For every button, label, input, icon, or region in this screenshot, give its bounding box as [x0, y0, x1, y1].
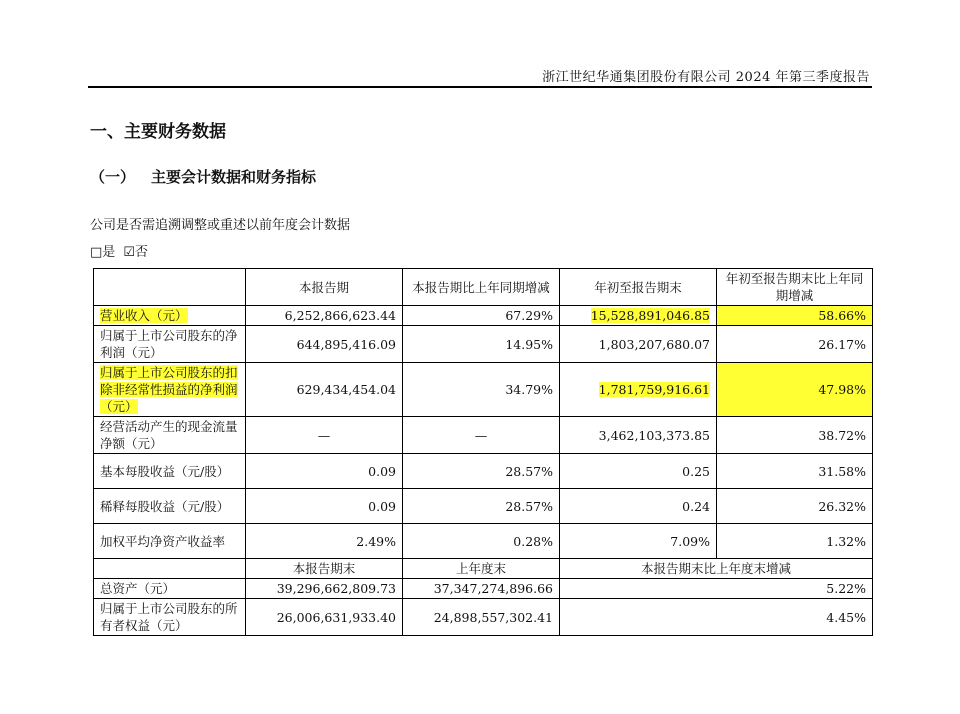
row-label: 归属于上市公司股东的扣除非经常性损益的净利润（元） — [100, 365, 238, 414]
table-row — [94, 417, 873, 454]
table-cell: 26.17% — [717, 326, 873, 363]
table-row — [94, 524, 873, 559]
header-cell-blank — [94, 559, 246, 579]
row-label: 经营活动产生的现金流量净额（元） — [94, 417, 246, 454]
table-row — [94, 579, 873, 599]
report-header-title: 浙江世纪华通集团股份有限公司 2024 年第三季度报告 — [542, 70, 870, 85]
table-cell: 26,006,631,933.40 — [246, 599, 403, 636]
row-label: 营业收入（元） — [100, 308, 188, 323]
table-cell: 0.09 — [246, 454, 403, 489]
table-cell: 4.45% — [560, 599, 873, 636]
yes-checkbox[interactable]: □ — [90, 245, 103, 260]
table-cell: — — [403, 417, 560, 454]
table-row — [94, 489, 873, 524]
header-cell-current-period: 本报告期 — [246, 269, 403, 306]
yes-label: 是 — [102, 245, 116, 260]
table-cell: 6,252,866,623.44 — [246, 306, 403, 326]
header-rule — [88, 86, 872, 88]
table-row — [94, 326, 873, 363]
table-cell: 3,462,103,373.85 — [560, 417, 717, 454]
table-cell: 39,296,662,809.73 — [246, 579, 403, 599]
table-cell: 5.22% — [560, 579, 873, 599]
table-cell: 67.29% — [403, 306, 560, 326]
row-label: 归属于上市公司股东的所有者权益（元） — [94, 599, 246, 636]
no-checkbox-checked[interactable]: ☑ — [123, 245, 135, 260]
table-row — [94, 363, 873, 417]
table-cell: 31.58% — [717, 454, 873, 489]
header-cell-ytd: 年初至报告期末 — [560, 269, 717, 306]
row-label: 归属于上市公司股东的净利润（元） — [94, 326, 246, 363]
restatement-question: 公司是否需追溯调整或重述以前年度会计数据 — [90, 218, 351, 233]
table-cell: 0.28% — [403, 524, 560, 559]
table-row — [94, 599, 873, 636]
table-cell: 38.72% — [717, 417, 873, 454]
table-row — [94, 306, 873, 326]
table-cell: 7.09% — [560, 524, 717, 559]
table-cell: 34.79% — [403, 363, 560, 417]
header-cell-ytd-yoy: 年初至报告期末比上年同期增减 — [717, 269, 873, 306]
table-cell: 28.57% — [403, 454, 560, 489]
table-cell: 14.95% — [403, 326, 560, 363]
section-title: 一、主要财务数据 — [90, 122, 226, 142]
financial-data-table — [93, 268, 873, 636]
header-cell-change-vs-prior-year-end: 本报告期末比上年度末增减 — [560, 559, 873, 579]
subsection-text: 主要会计数据和财务指标 — [151, 168, 317, 186]
subsection-prefix: （一） — [90, 168, 136, 186]
table-cell: 0.24 — [560, 489, 717, 524]
table-header-row — [94, 269, 873, 306]
header-cell-period-end: 本报告期末 — [246, 559, 403, 579]
table-subheader-row — [94, 559, 873, 579]
header-cell-prior-year-end: 上年度末 — [403, 559, 560, 579]
row-label: 加权平均净资产收益率 — [94, 524, 246, 559]
row-label: 稀释每股收益（元/股） — [94, 489, 246, 524]
table-cell: 629,434,454.04 — [246, 363, 403, 417]
table-cell: 26.32% — [717, 489, 873, 524]
table-cell-highlighted: 1,781,759,916.61 — [598, 382, 710, 397]
table-cell: 644,895,416.09 — [246, 326, 403, 363]
header-cell-blank — [94, 269, 246, 306]
table-cell: 37,347,274,896.66 — [403, 579, 560, 599]
table-cell-highlighted: 58.66% — [717, 306, 873, 326]
subsection-title — [90, 166, 316, 187]
table-cell: 1.32% — [717, 524, 873, 559]
table-cell: — — [246, 417, 403, 454]
row-label: 总资产（元） — [94, 579, 246, 599]
table-cell: 24,898,557,302.41 — [403, 599, 560, 636]
table-cell: 28.57% — [403, 489, 560, 524]
table-cell-highlighted: 47.98% — [717, 363, 873, 417]
restatement-options — [90, 241, 148, 260]
no-label: 否 — [134, 245, 148, 260]
table-cell: 0.09 — [246, 489, 403, 524]
table-row — [94, 454, 873, 489]
table-cell: 1,803,207,680.07 — [560, 326, 717, 363]
header-cell-current-yoy: 本报告期比上年同期增减 — [403, 269, 560, 306]
table-cell: 0.25 — [560, 454, 717, 489]
table-cell-highlighted: 15,528,891,046.85 — [590, 308, 710, 323]
table-cell: 2.49% — [246, 524, 403, 559]
row-label: 基本每股收益（元/股） — [94, 454, 246, 489]
